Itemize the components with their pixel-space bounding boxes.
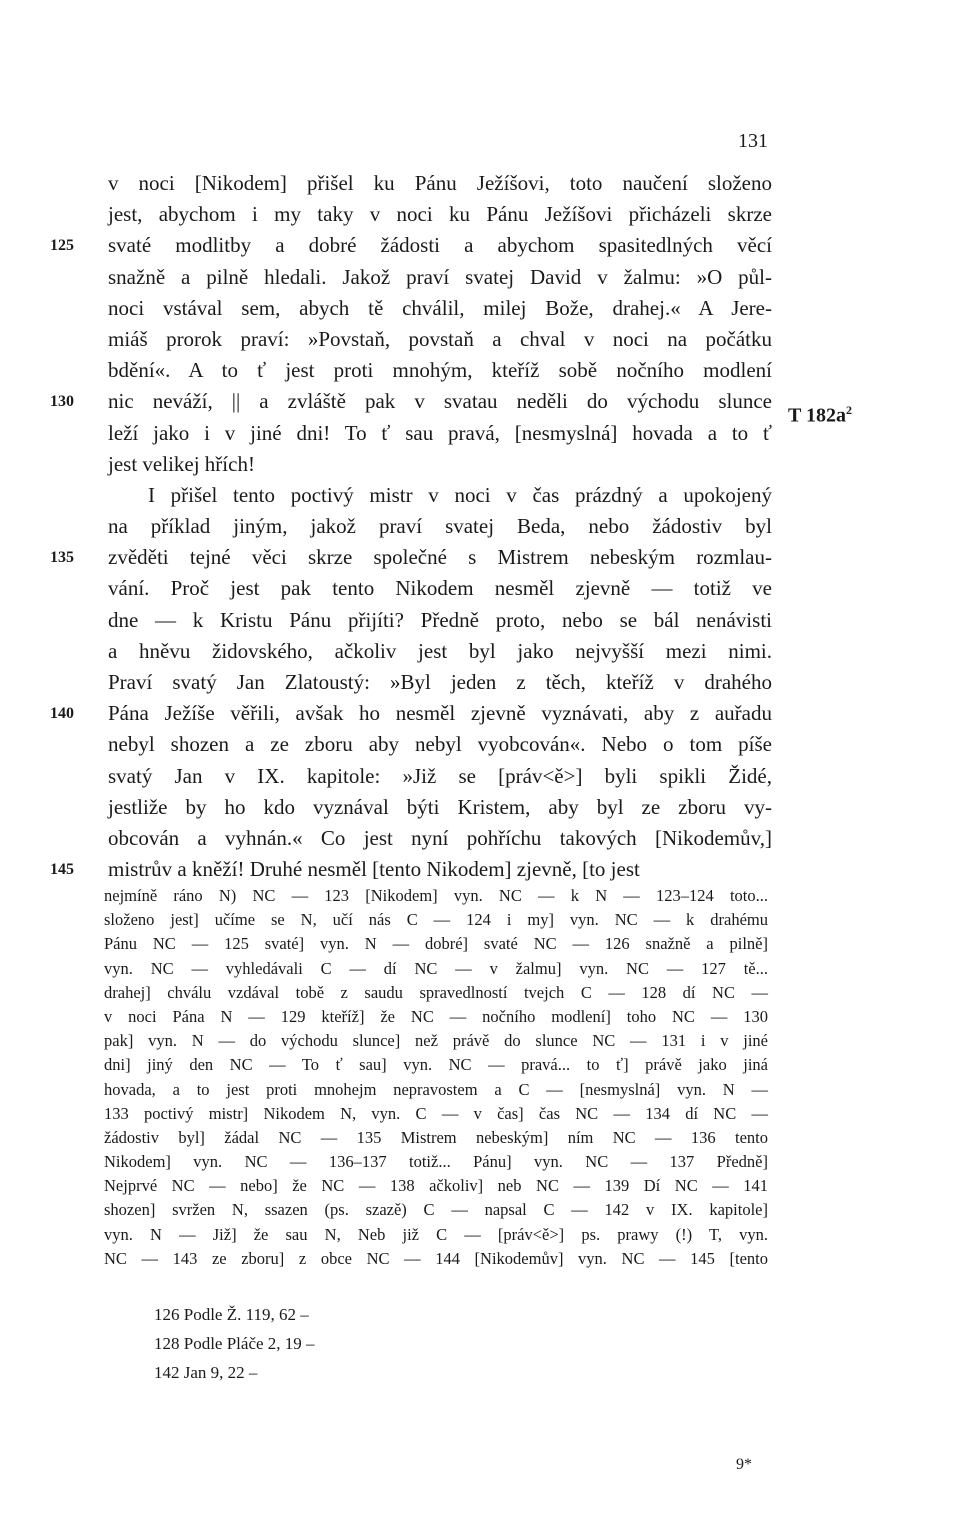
line-text: jest, abychom i my taky v noci ku Pánu Ježíšovi přicházeli skrze [108,202,772,227]
text-line [50,542,772,573]
apparatus-line: Nikodem] vyn. NC — 136–137 totiž... Pánu] vyn. NC — 137 Předně] [104,1152,768,1172]
line-number: 140 [50,705,74,723]
apparatus-line: složeno jest] učíme se N, učí nás C — 124 i my] vyn. NC — k drahému [104,910,768,930]
line-text: miáš prorok praví: »Povstaň, povstaň a chval v noci na počátku [108,326,772,351]
text-line [108,511,772,542]
source-line: 128 Podle Pláče 2, 19 – [154,1334,315,1353]
line-text: v noci [Nikodem] přišel ku Pánu Ježíšovi, toto naučení složeno [108,171,772,195]
apparatus-line: Pánu NC — 125 svaté] vyn. N — dobré] svaté NC — 126 snažně a pilně] [104,934,768,954]
line-text: nic neváží, || a zvláště pak v svatau neděli do východu slunce [108,389,772,414]
line-text: zvěděti tejné věci skrze společné s Mistrem nebeským rozmlau- [108,545,772,570]
text-line [108,605,772,636]
apparatus-line: shozen] svržen N, ssazen (ps. szazě) C — napsal C — 142 v IX. kapitole] [104,1200,768,1220]
apparatus-line: 133 poctivý mistr] Nikodem N, vyn. C — v čas] čas NC — 134 dí NC — [104,1103,768,1123]
line-number: 125 [50,237,74,255]
apparatus-line: hovada, a to jest proti mnohejm nepravostem a C — [nesmyslná] vyn. N — [104,1079,768,1099]
line-text: svaté modlitby a dobré žádosti a abychom spasitedlných věcí [108,233,772,258]
line-text: noci vstával sem, abych tě chválil, milej Bože, drahej.« A Jere- [108,295,772,320]
apparatus-line: vyn. N — Již] že sau N, Neb již C — [práv<ě>] ps. prawy (!) T, vyn. [104,1224,768,1244]
text-line [50,854,772,885]
line-text: I přišel tento poctivý mistr v noci v čas prázdný a upokojený [148,482,772,507]
line-text: Pána Ježíše věřili, avšak ho nesměl zjevně vyznávati, aby z auřadu [108,701,772,726]
apparatus-line: pak] vyn. N — do východu slunce] než právě do slunce NC — 131 i v jiné [104,1031,768,1051]
text-line [108,355,772,386]
text-line [108,729,772,760]
text-line [108,573,772,604]
line-text: jestliže by ho kdo vyznával býti Kristem, aby byl ze zboru vy- [108,794,772,819]
line-number: 135 [50,549,74,567]
line-text: dne — k Kristu Pánu přijíti? Předně proto, nebo se bál nenávisti [108,607,772,632]
line-text: vání. Proč jest pak tento Nikodem nesměl zjevně — totiž ve [108,576,772,601]
line-text: snažně a pilně hledali. Jakož praví svatej David v žalmu: »O půl- [108,264,772,289]
text-line [108,449,772,480]
text-line [108,418,772,449]
text-line [108,262,772,293]
line-text: jest velikej hřích! [108,451,255,476]
line-text: leží jako i v jiné dni! To ť sau pravá, [nesmyslná] hovada a to ť [108,420,772,445]
apparatus-line: v noci Pána N — 129 kteříž] že NC — nočního modlení] toho NC — 130 [104,1006,768,1026]
source-line: 126 Podle Ž. 119, 62 – [154,1305,309,1324]
line-number: 145 [50,861,74,879]
text-line [50,386,772,417]
text-line [108,792,772,823]
line-number: 130 [50,393,74,411]
line-text: svatý Jan v IX. kapitole: »Již se [práv<ě>] byli spikli Židé, [108,763,772,788]
text-line [108,293,772,324]
critical-apparatus [104,884,768,1271]
line-text: nebyl shozen a ze zboru aby nebyl vyobcován«. Nebo o tom píše [108,732,772,757]
margin-note: T $182a^2$ [788,403,852,427]
text-line [108,823,772,854]
text-line [50,698,772,729]
line-text: bdění«. A to ť jest proti mnohým, kteříž sobě nočního modlení [108,358,772,383]
apparatus-line: nejmíně ráno N) NC — 123 [Nikodem] vyn. NC — k N — 123–124 toto... [104,886,768,905]
source-line: 142 Jan 9, 22 – [154,1363,258,1382]
page-number: 131 [738,130,768,152]
apparatus-line: NC — 143 ze zboru] z obce NC — 144 [Nikodemův] vyn. NC — 145 [tento [104,1248,768,1268]
main-text [50,168,772,885]
text-line [108,480,772,511]
line-text: mistrův a kněží! Druhé nesměl [tento Nikodem] zjevně, [to jest [108,857,640,882]
line-text: na příklad jiným, jakož praví svatej Beda, nebo žádostiv byl [108,514,772,539]
text-line [108,636,772,667]
apparatus-line: žádostiv byl] žádal NC — 135 Mistrem nebeským] ním NC — 136 tento [104,1127,768,1147]
signature-mark: 9* [736,1456,752,1473]
text-line [108,168,772,199]
apparatus-line: vyn. NC — vyhledávali C — dí NC — v žalmu] vyn. NC — 127 tě... [104,958,768,978]
line-text: a hněvu židovského, ačkoliv jest byl jako nejvyšší mezi nimi. [108,638,772,663]
source-references [154,1300,315,1387]
text-line [108,761,772,792]
apparatus-line: drahej] chválu vzdával tobě z saudu spravedlností tvejch C — 128 dí NC — [104,982,768,1002]
text-line [108,199,772,230]
apparatus-line: Nejprvé NC — nebo] že NC — 138 ačkoliv] neb NC — 139 Dí NC — 141 [104,1176,768,1196]
text-line [108,667,772,698]
text-line [108,324,772,355]
line-text: Praví svatý Jan Zlatoustý: »Byl jeden z těch, kteříž v drahého [108,670,772,694]
text-line [50,230,772,261]
line-text: obcován a vyhnán.« Co jest nyní pohříchu takových [Nikodemův,] [108,825,772,850]
apparatus-line: dni] jiný den NC — To ť sau] vyn. NC — pravá... to ť] právě jako jiná [104,1055,768,1075]
